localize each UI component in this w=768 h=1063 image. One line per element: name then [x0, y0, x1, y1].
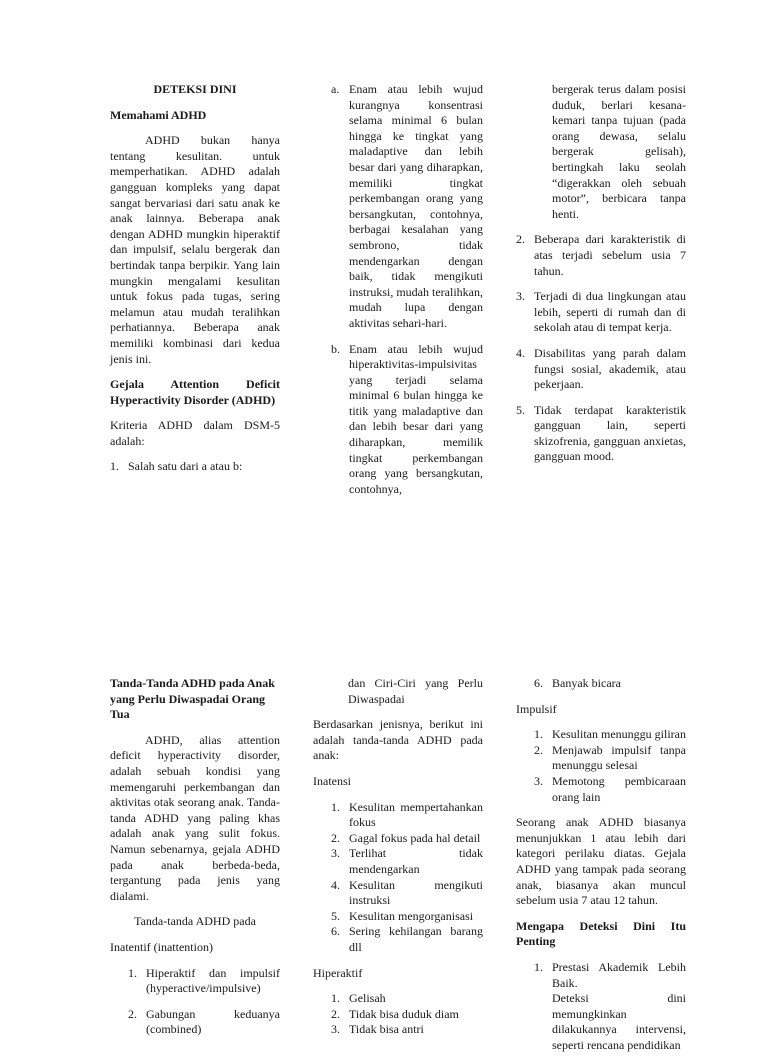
list-item [331, 342, 483, 498]
section-heading-memahami-adhd: Memahami ADHD [110, 107, 207, 122]
list-item [110, 459, 280, 475]
list-marker: 2. [128, 1006, 137, 1021]
list-item-text: Tidak bisa antri [349, 1022, 424, 1037]
label-inatensi: Inatensi [313, 773, 351, 788]
section-heading-mengapa: Mengapa Deteksi Dini Itu Penting [516, 918, 686, 949]
paragraph-intro: Berdasarkan jenisnya, berikut ini adalah tanda-tanda ADHD pada anak: [313, 717, 483, 763]
list-item [331, 878, 483, 909]
paragraph-inatentif: Inatentif (inattention) [110, 939, 213, 954]
page1-column-3 [516, 82, 686, 475]
continued-text: bergerak terus dalam posisi duduk, berlari kesana-kemari tanpa tujuan (pada orang dewasa, selalu bergerak gelisah), bertingkah laku seolah “digerakkan oleh sebuah motor”, berbicara tanpa henti. [552, 82, 686, 221]
sub-criteria-list [331, 82, 483, 497]
hiperaktif-list-continued [534, 676, 686, 692]
list-marker: 2. [331, 1006, 340, 1021]
page2-column-1 [110, 676, 280, 1048]
list-item-text: Disabilitas yang parah dalam fungsi sosial, akademik, atau pekerjaan. [534, 345, 686, 392]
list-marker: 1. [331, 991, 340, 1006]
list-item [331, 82, 483, 332]
list-item [331, 991, 483, 1007]
paragraph-kriteria: Kriteria ADHD dalam DSM-5 adalah: [110, 418, 280, 448]
list-item-text: Salah satu dari a atau b: [128, 459, 243, 474]
list-item-text: Sering kehilangan barang dll [349, 924, 483, 954]
section-heading-gejala: Gejala Attention Deficit Hyperactivity Disorder (ADHD) [110, 377, 280, 407]
list-marker: 3. [331, 846, 340, 861]
list-item-text: Kesulitan mempertahankan fokus [349, 799, 483, 830]
list-marker: 2. [516, 232, 525, 247]
paragraph-adhd-definition: ADHD, alias attention deficit hyperactivity disorder, adalah sebuah kondisi yang memengaruhi perkembangan dan aktivitas otak seorang anak. Tanda-tanda ADHD yang paling khas adalah anak yang sulit fokus. Namun sebenarnya, gejala ADHD pada anak berbeda-beda, tergantung pada jenis yang dialami. [110, 732, 280, 903]
list-item-text: Menjawab impulsif tanpa menunggu selesai [552, 742, 686, 773]
list-item-text: Beberapa dari karakteristik di atas terjadi sebelum usia 7 tahun. [534, 232, 686, 278]
list-item [128, 1007, 280, 1038]
list-item-text: Hiperaktif dan impulsif (hyperactive/impulsive) [146, 965, 280, 996]
list-item [516, 403, 686, 465]
list-marker: 1. [534, 959, 543, 974]
list-item [331, 924, 483, 955]
list-marker: 6. [331, 924, 340, 939]
list-item-text: Kesulitan mengorganisasi [349, 908, 474, 923]
list-item-text: Gagal fokus pada hal detail [349, 830, 481, 845]
list-item [534, 960, 686, 1054]
page2-column-2 [313, 676, 483, 1048]
list-marker: 4. [331, 877, 340, 892]
list-item [331, 909, 483, 925]
section-heading-tanda-tanda: Tanda-Tanda ADHD pada Anak yang Perlu Diwaspadai Orang Tua [110, 676, 275, 722]
list-marker: 1. [534, 727, 543, 742]
impulsif-list [534, 727, 686, 805]
centered-line: Tanda-tanda ADHD pada [134, 914, 256, 929]
list-item [331, 1007, 483, 1023]
list-item [534, 743, 686, 774]
hiperaktif-list [331, 991, 483, 1038]
list-item-text: Terlihat tidak mendengarkan [349, 846, 483, 876]
list-item-text: Gelisah [349, 991, 386, 1006]
list-marker: 4. [516, 345, 525, 360]
continued-text: dan Ciri-Ciri yang Perlu Diwaspadai [348, 676, 483, 706]
list-marker: b. [331, 341, 340, 356]
list-marker: 1. [331, 799, 340, 814]
list-item-text: Tidak terdapat karakteristik gangguan lain, seperti skizofrenia, gangguan anxietas, gangguan mood. [534, 402, 686, 464]
list-marker: 1. [128, 965, 137, 980]
page1-column-1 [110, 82, 280, 485]
list-marker: 5. [331, 908, 340, 923]
list-marker: 2. [534, 742, 543, 757]
page1-column-2 [313, 82, 483, 507]
type-list [128, 966, 280, 1038]
list-item [534, 676, 686, 692]
list-item-text: Deteksi dini memungkinkan dilakukannya intervensi, seperti rencana pendidikan [552, 991, 686, 1052]
list-marker: 1. [110, 459, 119, 474]
list-marker: 5. [516, 402, 525, 417]
list-item-text: Memotong pembicaraan orang lain [552, 773, 686, 804]
list-item [128, 966, 280, 997]
list-marker: 3. [516, 289, 525, 304]
page-title: DETEKSI DINI [153, 82, 237, 96]
criteria-list [110, 459, 280, 475]
paragraph-summary: Seorang anak ADHD biasanya menunjukkan 1 atau lebih dari kategori perilaku diatas. Gejala ADHD yang tampak pada seorang anak, biasanya akan muncul sebelum usia 7 atau 12 tahun. [516, 815, 686, 908]
list-item-text: Kesulitan menunggu giliran [552, 727, 686, 742]
label-impulsif: Impulsif [516, 701, 557, 716]
list-item-text: Tidak bisa duduk diam [349, 1006, 459, 1021]
reasons-list [534, 960, 686, 1054]
list-item [331, 846, 483, 877]
list-item [534, 774, 686, 805]
list-item [516, 289, 686, 336]
list-item-text: Banyak bicara [552, 676, 621, 690]
list-item-title: Prestasi Akademik Lebih Baik. [552, 959, 686, 990]
list-item-text: Kesulitan mengikuti instruksi [349, 877, 483, 908]
list-item [331, 831, 483, 847]
list-marker: 3. [331, 1022, 340, 1037]
inatensi-list [331, 800, 483, 956]
list-item [534, 727, 686, 743]
list-item-text: Gabungan keduanya (combined) [146, 1006, 280, 1037]
list-item [331, 1022, 483, 1038]
list-item-text: Enam atau lebih wujud kurangnya konsentrasi selama minimal 6 bulan hingga ke tingkat yang maladaptive dan lebih besar dari yang diharapkan, memiliki tingkat perkembangan orang yang bersangkutan, contohnya, berbagai kesalahan yang sembrono, tidak mendengarkan dengan baik, tidak mengikuti instruksi, mudah teralihkan, mudah lupa dengan aktivitas sehari-hari. [349, 82, 483, 330]
list-marker: 3. [534, 773, 543, 788]
list-marker: 6. [534, 676, 543, 690]
page2-column-3 [516, 676, 686, 1063]
list-item-text: Enam atau lebih wujud hiperaktivitas-impulsivitas yang terjadi selama minimal 6 bulan hingga ke titik yang maladaptive dan dan lebih besar dari yang diharapkan, memilik tingkat perkembangan orang yang bersangkutan, contohnya, [349, 341, 483, 496]
paragraph-adhd-intro: ADHD bukan hanya tentang kesulitan. untuk memperhatikan. ADHD adalah gangguan kompleks yang dapat sangat bervariasi dari satu anak ke anak lainnya. Beberapa anak dengan ADHD mungkin hiperaktif dan impulsif, selalu bergerak dan bertindak tanpa berpikir. Yang lain mungkin mengalami kesulitan untuk fokus pada tugas, sering melamun atau mudah teralihkan perhatiannya. Beberapa anak memiliki kombinasi dari kedua jenis ini. [110, 133, 280, 366]
list-marker: 2. [331, 830, 340, 845]
list-item [516, 232, 686, 279]
label-hiperaktif: Hiperaktif [313, 965, 363, 980]
criteria-list-continued [516, 232, 686, 465]
list-marker: a. [331, 82, 340, 96]
list-item [516, 346, 686, 393]
list-item [331, 800, 483, 831]
list-item-text: Terjadi di dua lingkungan atau lebih, seperti di rumah dan di sekolah atau di tempat kerja. [534, 289, 686, 335]
